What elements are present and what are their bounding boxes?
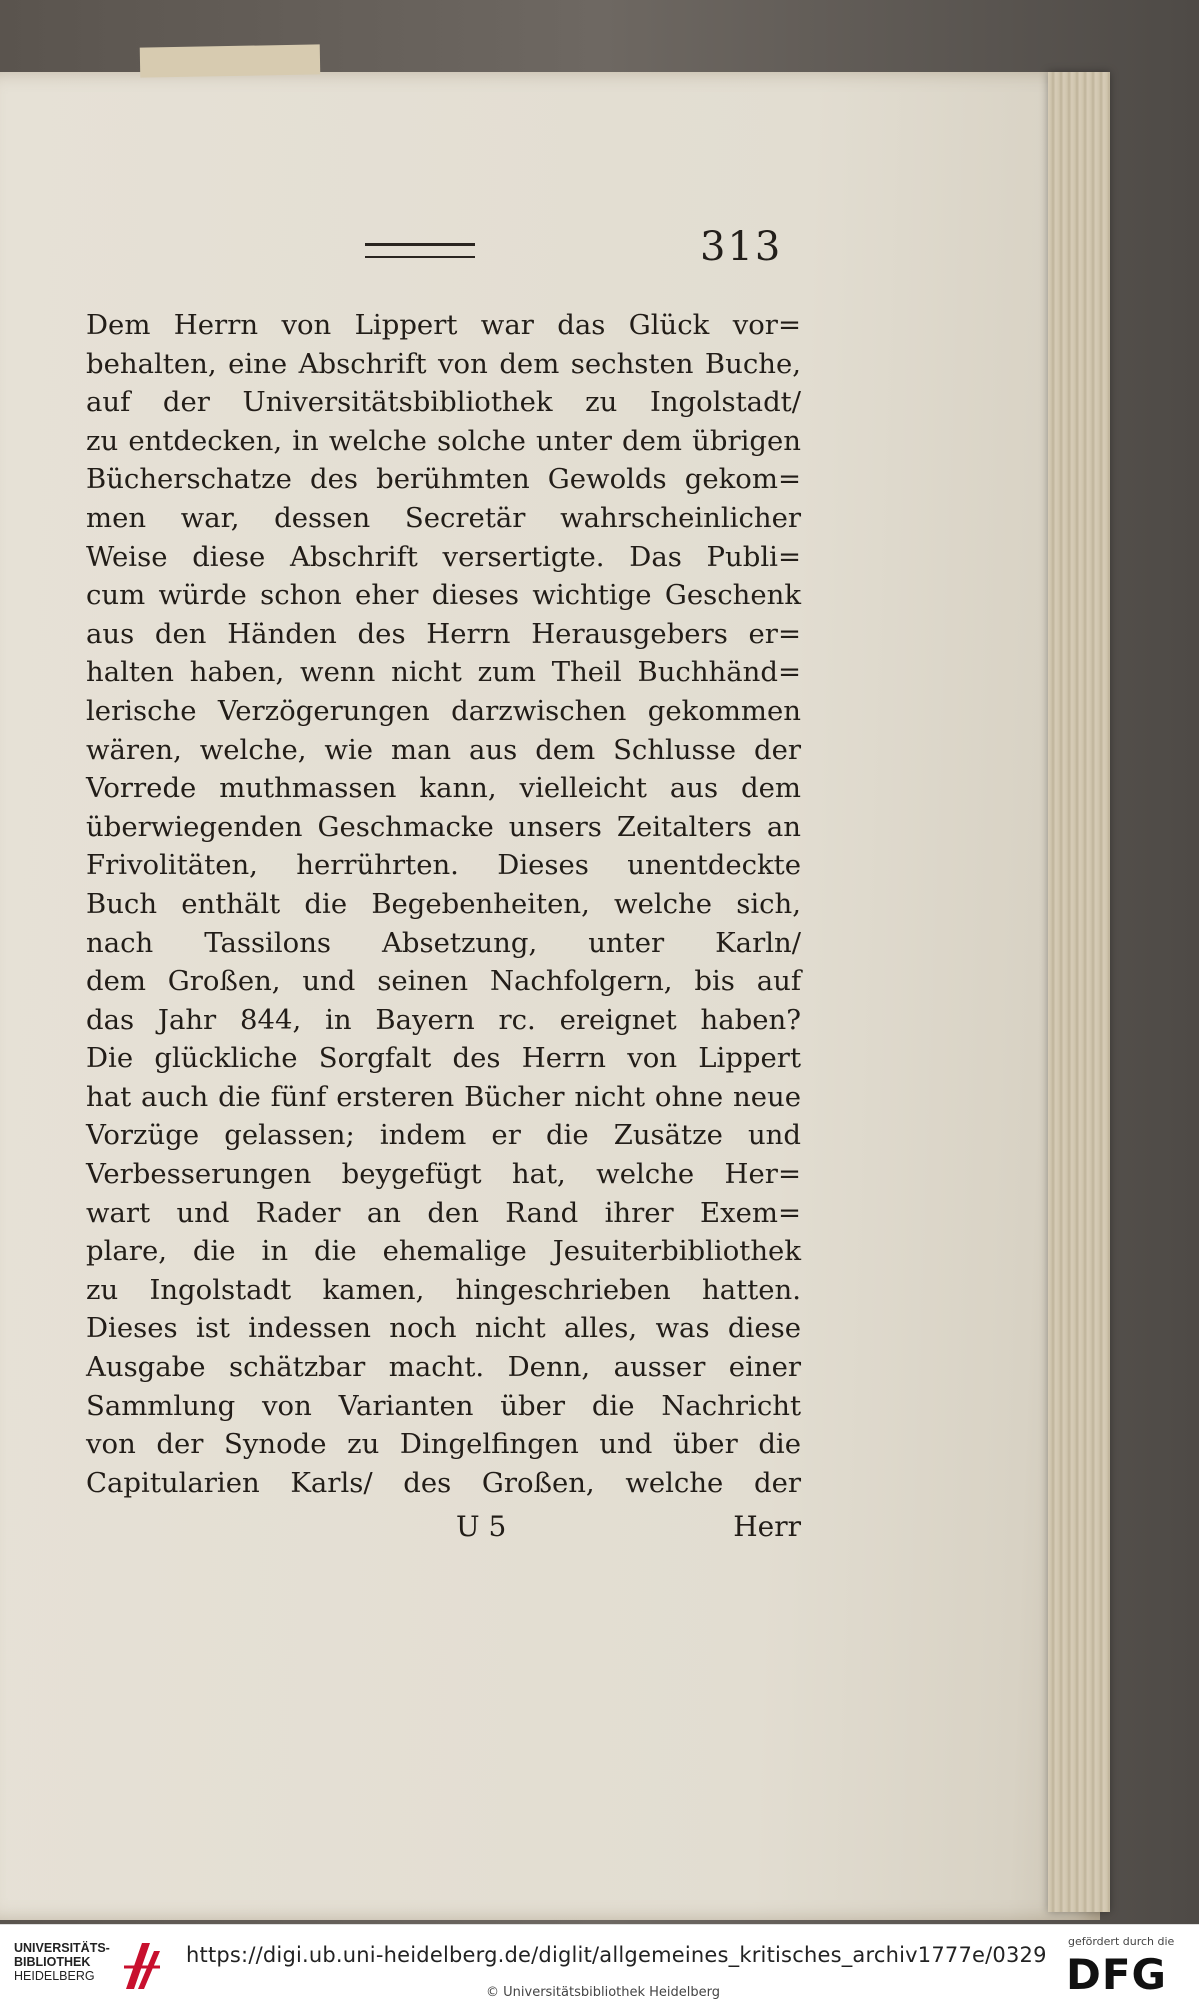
- text-line: Vorzüge gelassen; indem er die Zusätze und: [86, 1119, 801, 1152]
- text-line: Bücherschatze des berühmten Gewolds gekom=: [86, 463, 801, 496]
- text-line: plare, die in die ehemalige Jesuiterbibliothek: [86, 1235, 801, 1268]
- text-line: Verbesserungen beygefügt hat, welche Her=: [86, 1158, 801, 1191]
- text-line: aus den Händen des Herrn Herausgebers er=: [86, 617, 801, 650]
- library-logo-text: [14, 1941, 124, 1983]
- dfg-logo: DFG: [1066, 1950, 1168, 1999]
- text-line: dem Großen, und seinen Nachfolgern, bis auf: [86, 965, 801, 998]
- paper-strip: [140, 44, 320, 77]
- signature-row: [86, 1510, 801, 1550]
- text-line: Die glückliche Sorgfalt des Herrn von Lippert: [86, 1042, 801, 1075]
- text-line: nach Tassilons Absetzung, unter Karln/: [86, 926, 801, 959]
- text-line: wären, welche, wie man aus dem Schlusse der: [86, 733, 801, 766]
- library-logo-icon: [120, 1937, 164, 1997]
- text-line: Ausgabe schätzbar macht. Denn, ausser einer: [86, 1351, 801, 1384]
- text-line: von der Synode zu Dingelfingen und über die: [86, 1428, 801, 1461]
- text-line: Weise diese Abschrift versertigte. Das Publi=: [86, 540, 801, 573]
- signature-mark: U 5: [456, 1510, 507, 1543]
- text-line: men war, dessen Secretär wahrscheinlicher: [86, 501, 801, 534]
- text-line: Dieses ist indessen noch nicht alles, was diese: [86, 1312, 801, 1345]
- viewer-footer: [0, 1924, 1199, 2011]
- text-line: lerische Verzögerungen darzwischen gekommen: [86, 694, 801, 727]
- library-name-line1: UNIVERSITÄTS-: [14, 1941, 110, 1955]
- permalink-url[interactable]: https://digi.ub.uni-heidelberg.de/diglit/allgemeines_kritisches_archiv1777e/0329: [186, 1943, 1047, 1967]
- text-line: überwiegenden Geschmacke unsers Zeitalters an: [86, 810, 801, 843]
- page-edge-stack: [1048, 72, 1110, 1912]
- funded-by-label: gefördert durch die: [1068, 1935, 1175, 1948]
- text-line: das Jahr 844, in Bayern rc. ereignet haben?: [86, 1003, 801, 1036]
- body-text: [86, 306, 801, 1502]
- catchword: Herr: [733, 1510, 801, 1543]
- header-rule: [365, 243, 475, 258]
- text-line: Capitularien Karls/ des Großen, welche der: [86, 1466, 801, 1499]
- text-line: Buch enthält die Begebenheiten, welche sich,: [86, 887, 801, 920]
- text-line: cum würde schon eher dieses wichtige Geschenk: [86, 579, 801, 612]
- text-line: auf der Universitätsbibliothek zu Ingolstadt/: [86, 386, 801, 419]
- text-line: zu entdecken, in welche solche unter dem übrigen: [86, 424, 801, 457]
- text-line: halten haben, wenn nicht zum Theil Buchhänd=: [86, 656, 801, 689]
- text-line: hat auch die fünf ersteren Bücher nicht ohne neue: [86, 1080, 801, 1113]
- text-line: zu Ingolstadt kamen, hingeschrieben hatten.: [86, 1273, 801, 1306]
- library-name-line2: BIBLIOTHEK: [14, 1955, 91, 1969]
- copyright-notice: © Universitätsbibliothek Heidelberg: [486, 1985, 721, 2000]
- text-line: Vorrede muthmassen kann, vielleicht aus dem: [86, 772, 801, 805]
- text-line: wart und Rader an den Rand ihrer Exem=: [86, 1196, 801, 1229]
- library-name-line3: HEIDELBERG: [14, 1969, 95, 1983]
- page-number: 313: [700, 224, 783, 270]
- text-line: Sammlung von Varianten über die Nachricht: [86, 1389, 801, 1422]
- text-line: Frivolitäten, herrührten. Dieses unentdeckte: [86, 849, 801, 882]
- text-line: Dem Herrn von Lippert war das Glück vor=: [86, 309, 801, 341]
- text-line: behalten, eine Abschrift von dem sechsten Buche,: [86, 347, 801, 380]
